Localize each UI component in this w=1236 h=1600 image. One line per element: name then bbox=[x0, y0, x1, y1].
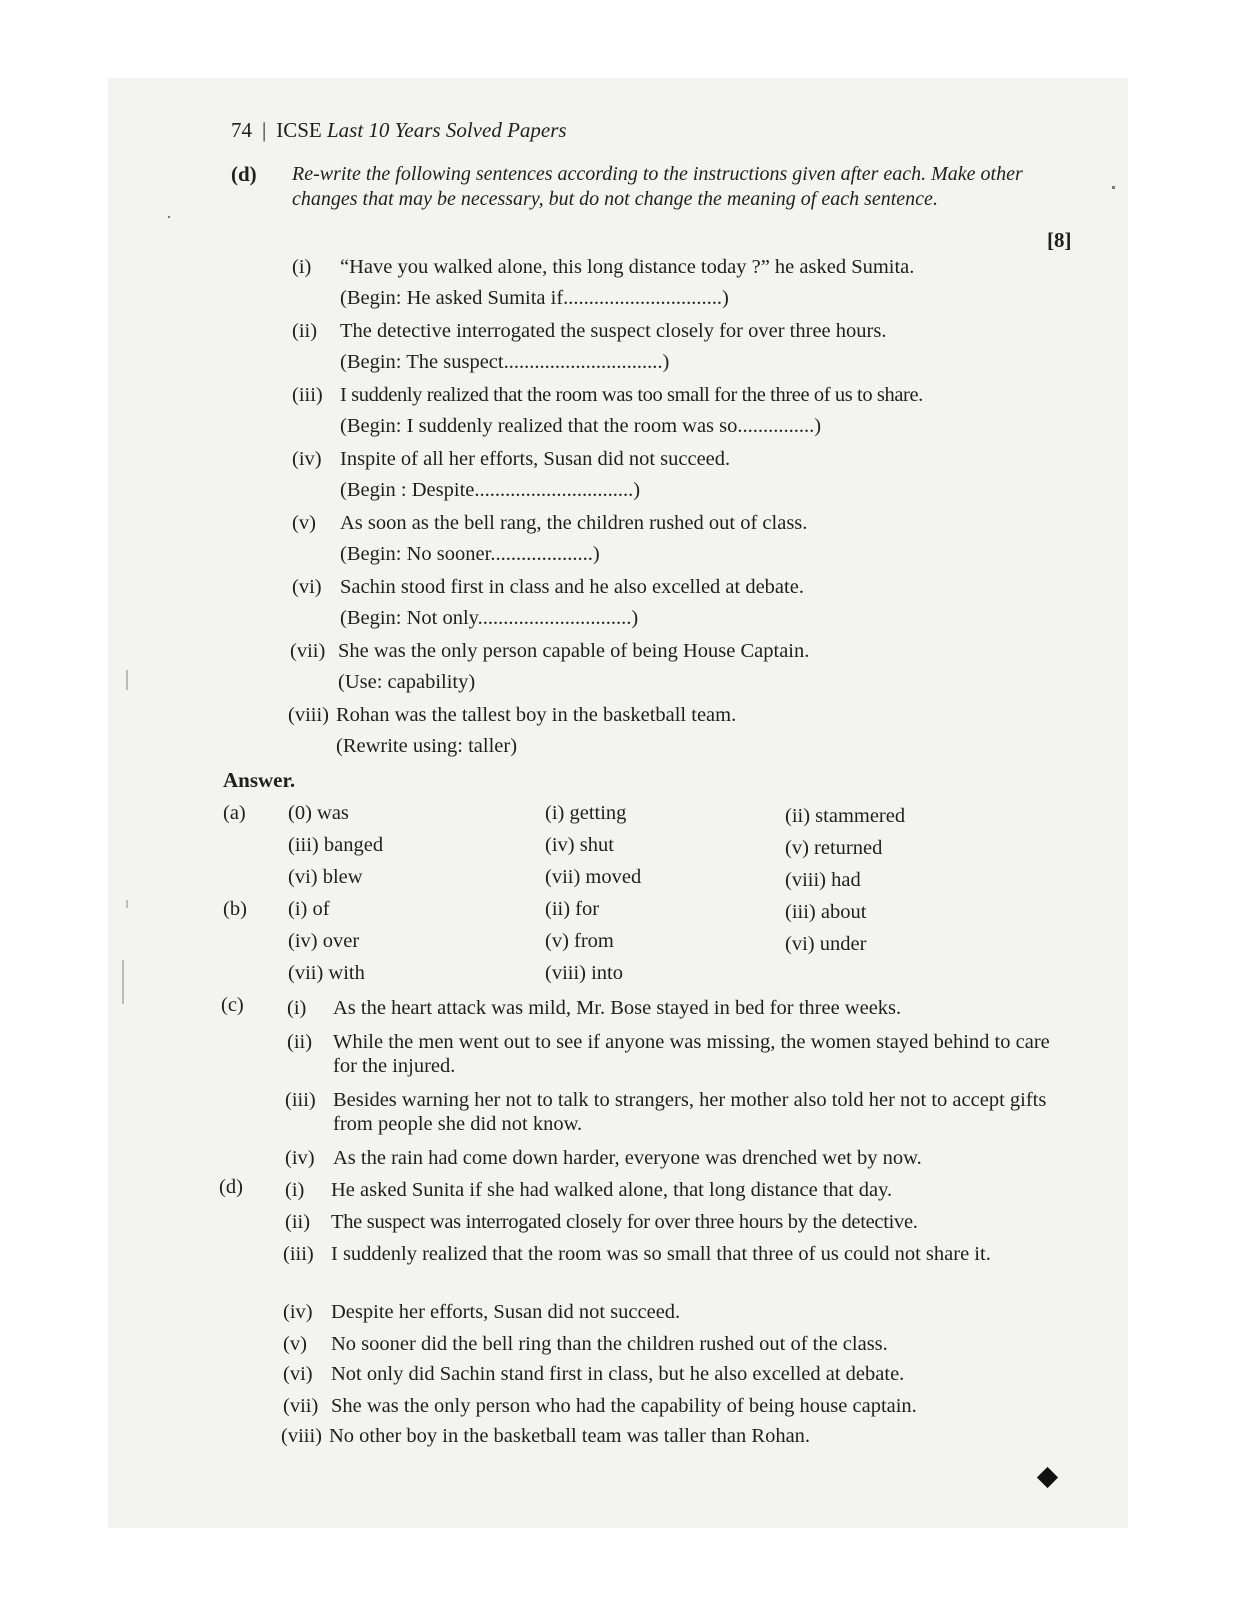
item-number: (ii) bbox=[292, 320, 318, 342]
answer-b-cell: (v) from bbox=[545, 930, 614, 952]
item-number: (iv) bbox=[285, 1147, 315, 1169]
answer-b-cell: (ii) for bbox=[545, 898, 600, 920]
item-number: (ii) bbox=[287, 1031, 313, 1053]
item-text: As soon as the bell rang, the children rushed out of class. bbox=[340, 512, 808, 534]
item-text: No sooner did the bell ring than the children rushed out of the class. bbox=[331, 1333, 888, 1355]
item-text: She was the only person capable of being House Captain. bbox=[338, 640, 810, 662]
item-number: (iii) bbox=[292, 384, 323, 406]
item-number: (viii) bbox=[281, 1425, 322, 1447]
item-number: (iii) bbox=[283, 1243, 314, 1265]
answer-c-label: (c) bbox=[221, 994, 244, 1016]
page-header bbox=[231, 118, 567, 143]
item-text: The detective interrogated the suspect closely for over three hours. bbox=[340, 320, 887, 342]
item-text: He asked Sunita if she had walked alone, that long distance that day. bbox=[331, 1179, 893, 1201]
scan-speck bbox=[168, 216, 170, 218]
answer-b-cell: (vi) under bbox=[785, 933, 867, 955]
book-title: Last 10 Years Solved Papers bbox=[326, 118, 567, 142]
item-number: (v) bbox=[283, 1333, 307, 1355]
answer-a-cell: (iii) banged bbox=[288, 834, 384, 856]
page-number: 74 bbox=[231, 118, 252, 142]
item-text: Rohan was the tallest boy in the basketball team. bbox=[336, 704, 737, 726]
item-number: (ii) bbox=[285, 1211, 311, 1233]
item-number: (i) bbox=[287, 997, 307, 1019]
item-text: “Have you walked alone, this long distance today ?” he asked Sumita. bbox=[340, 256, 915, 278]
question-d-marks: [8] bbox=[1047, 228, 1072, 252]
question-d-instruction: Re-write the following sentences according to the instructions given after each. Make other changes that may be necessary, but do not change the meaning of each sentence. bbox=[292, 163, 1023, 210]
scan-speck bbox=[122, 960, 124, 1004]
item-hint: (Begin: He asked Sumita if...............................) bbox=[340, 287, 729, 309]
answer-a-cell: (i) getting bbox=[545, 802, 627, 824]
item-number: (i) bbox=[292, 256, 312, 278]
item-hint: (Begin: The suspect...............................) bbox=[340, 351, 670, 373]
answer-b-cell: (iii) about bbox=[785, 901, 867, 923]
item-text: While the men went out to see if anyone was missing, the women stayed behind to care for the injured. bbox=[333, 1031, 1050, 1077]
answer-b-cell: (vii) with bbox=[288, 962, 365, 984]
item-text: No other boy in the basketball team was taller than Rohan. bbox=[329, 1425, 811, 1447]
item-text: She was the only person who had the capability of being house captain. bbox=[331, 1395, 917, 1417]
answer-d-label: (d) bbox=[219, 1176, 243, 1198]
item-number: (vii) bbox=[283, 1395, 319, 1417]
item-number: (vi) bbox=[283, 1363, 313, 1385]
item-text: Despite her efforts, Susan did not succeed. bbox=[331, 1301, 681, 1323]
item-number: (i) bbox=[285, 1179, 305, 1201]
answer-b-cell: (i) of bbox=[288, 898, 330, 920]
item-number: (vi) bbox=[292, 576, 322, 598]
answer-b-cell: (iv) over bbox=[288, 930, 360, 952]
item-number: (v) bbox=[292, 512, 316, 534]
item-text: I suddenly realized that the room was too small for the three of us to share. bbox=[340, 384, 923, 406]
answer-a-cell: (iv) shut bbox=[545, 834, 614, 856]
question-d-label: (d) bbox=[231, 162, 257, 186]
answer-a-cell: (vii) moved bbox=[545, 866, 642, 888]
item-hint: (Rewrite using: taller) bbox=[336, 735, 518, 757]
item-text: As the heart attack was mild, Mr. Bose stayed in bed for three weeks. bbox=[333, 997, 902, 1019]
answer-b-cell: (viii) into bbox=[545, 962, 624, 984]
answer-a-cell: (0) was bbox=[288, 802, 349, 824]
item-text: As the rain had come down harder, everyone was drenched wet by now. bbox=[333, 1147, 922, 1169]
book-prefix: ICSE bbox=[276, 118, 322, 142]
answer-heading: Answer. bbox=[223, 768, 296, 792]
item-hint: (Use: capability) bbox=[338, 671, 476, 693]
item-text: Sachin stood first in class and he also excelled at debate. bbox=[340, 576, 804, 598]
item-number: (vii) bbox=[290, 640, 326, 662]
item-text: The suspect was interrogated closely for over three hours by the detective. bbox=[331, 1211, 918, 1233]
item-text: Not only did Sachin stand first in class, but he also excelled at debate. bbox=[331, 1363, 905, 1385]
item-hint: (Begin: No sooner....................) bbox=[340, 543, 600, 565]
item-hint: (Begin: Not only..............................) bbox=[340, 607, 639, 629]
header-separator: | bbox=[262, 118, 267, 142]
answer-a-cell: (v) returned bbox=[785, 837, 883, 859]
item-number: (iv) bbox=[283, 1301, 313, 1323]
item-text: Inspite of all her efforts, Susan did not succeed. bbox=[340, 448, 731, 470]
answer-a-cell: (vi) blew bbox=[288, 866, 363, 888]
item-text: Besides warning her not to talk to strangers, her mother also told her not to accept gifts from people she did not know. bbox=[333, 1089, 1047, 1135]
item-number: (iii) bbox=[285, 1089, 316, 1111]
scan-speck bbox=[1112, 186, 1115, 189]
item-number: (iv) bbox=[292, 448, 322, 470]
item-hint: (Begin : Despite...............................) bbox=[340, 479, 641, 501]
answer-b-label: (b) bbox=[223, 898, 247, 920]
answer-a-cell: (viii) had bbox=[785, 869, 861, 891]
answer-a-label: (a) bbox=[223, 802, 246, 824]
item-hint: (Begin: I suddenly realized that the room was so...............) bbox=[340, 415, 822, 437]
scan-speck bbox=[126, 670, 128, 690]
scan-speck bbox=[126, 900, 128, 908]
item-number: (viii) bbox=[288, 704, 329, 726]
item-text: I suddenly realized that the room was so small that three of us could not share it. bbox=[331, 1243, 991, 1265]
answer-a-cell: (ii) stammered bbox=[785, 805, 906, 827]
